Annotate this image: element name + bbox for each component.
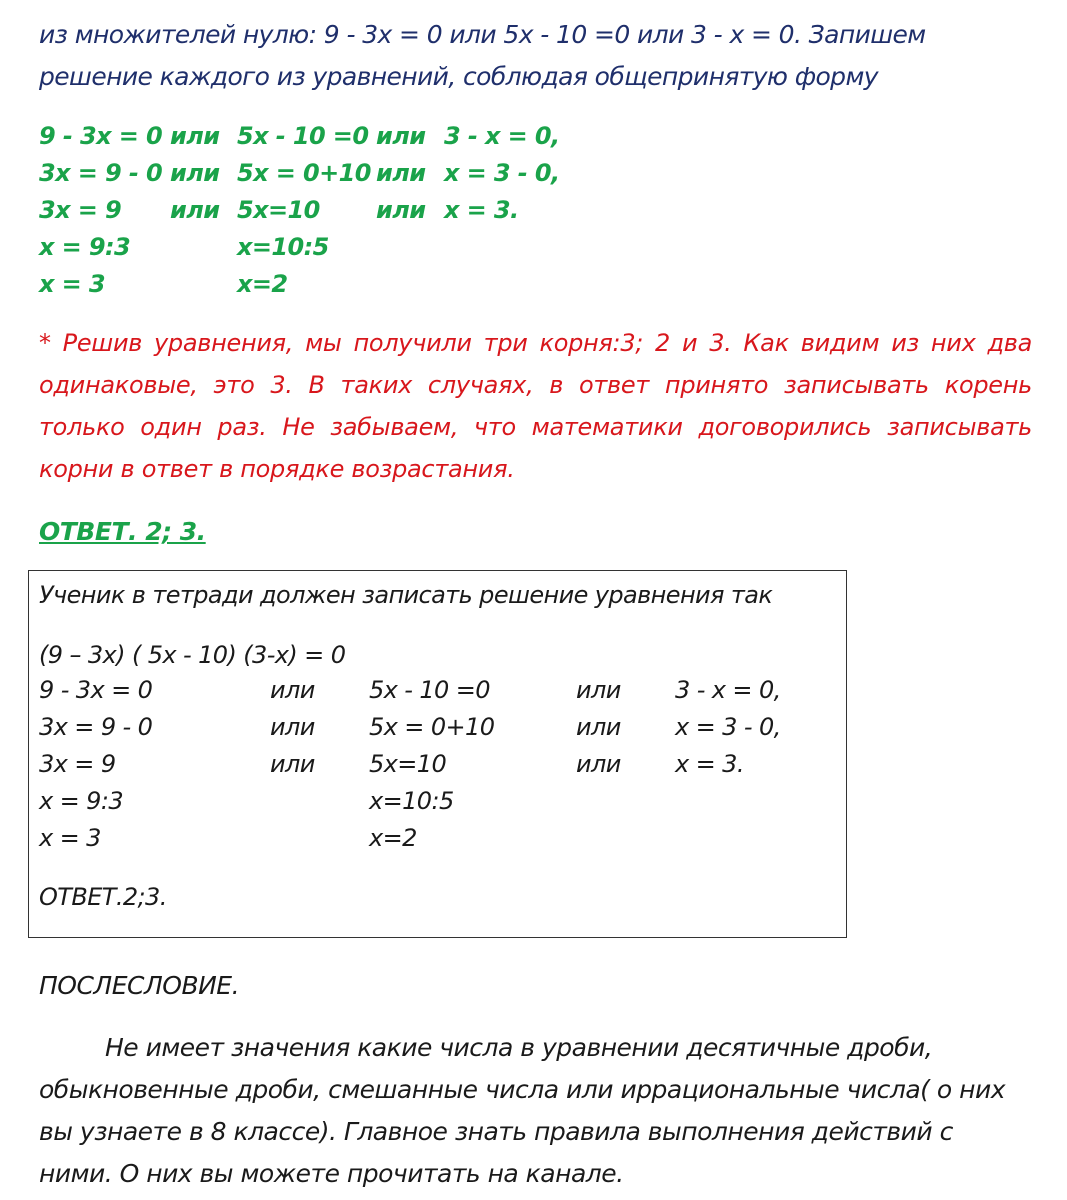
notebook-example-box (28, 570, 847, 938)
solution-cell: х = 3. (444, 196, 519, 224)
box-cell: 3 - х = 0, (675, 676, 781, 704)
box-cell: х=10:5 (369, 787, 454, 815)
box-answer: ОТВЕТ.2;3. (39, 883, 167, 911)
box-cell: 9 - 3х = 0 (39, 676, 153, 704)
box-cell: 5х - 10 =0 (369, 676, 490, 704)
solution-cell: 3х = 9 - 0 (39, 159, 163, 187)
intro-paragraph: из множителей нулю: 9 - 3х = 0 или 5х - 10 =0 или 3 - х = 0. Запишем решение каждого из уравнений, соблюдая общепринятую форму (39, 20, 926, 91)
box-title: Ученик в тетради должен записать решение уравнения так (39, 581, 773, 609)
box-cell: 5х = 0+10 (369, 713, 495, 741)
solution-cell: 3 - х = 0, (444, 122, 560, 150)
solution-cell: х=2 (237, 270, 288, 298)
box-cell: или (270, 713, 315, 741)
solution-cell: или (170, 122, 220, 150)
solution-cell: 3х = 9 (39, 196, 122, 224)
solution-cell: 5х = 0+10 (237, 159, 371, 187)
box-cell: или (576, 676, 621, 704)
solution-cell: х = 3 (39, 270, 106, 298)
box-cell: х = 3 (39, 824, 101, 852)
box-cell: или (576, 750, 621, 778)
solution-cell: или (376, 196, 426, 224)
box-cell: или (270, 750, 315, 778)
box-equation: (9 – 3х) ( 5х - 10) (3-х) = 0 (39, 641, 346, 669)
answer-line: ОТВЕТ. 2; 3. (39, 517, 206, 546)
solution-cell: х = 9:3 (39, 233, 131, 261)
box-cell: 3х = 9 - 0 (39, 713, 153, 741)
box-cell: или (270, 676, 315, 704)
solution-cell: или (170, 159, 220, 187)
box-cell: 3х = 9 (39, 750, 116, 778)
solution-cell: х = 3 - 0, (444, 159, 560, 187)
solution-cell: 5х - 10 =0 (237, 122, 369, 150)
solution-cell: 5х=10 (237, 196, 320, 224)
box-cell: х=2 (369, 824, 417, 852)
afterword-title: ПОСЛЕСЛОВИЕ. (39, 971, 240, 1000)
solution-cell: или (376, 122, 426, 150)
solution-cell: х=10:5 (237, 233, 329, 261)
solution-cell: или (170, 196, 220, 224)
red-note-paragraph: * Решив уравнения, мы получили три корня:3; 2 и 3. Как видим из них два одинаковые, это 3. В таких случаях, в ответ принято записывать корень только один раз. Не забываем, что математики договорились записывать корни в ответ в порядке возрастания. (39, 329, 1032, 483)
box-cell: х = 9:3 (39, 787, 123, 815)
solution-cell: 9 - 3х = 0 (39, 122, 163, 150)
box-cell: х = 3 - 0, (675, 713, 781, 741)
solution-cell: или (376, 159, 426, 187)
box-cell: 5х=10 (369, 750, 447, 778)
box-cell: х = 3. (675, 750, 744, 778)
afterword-paragraph: Не имеет значения какие числа в уравнении десятичные дроби, обыкновенные дроби, смешанные числа или иррациональные числа( о них вы узнаете в 8 классе). Главное знать правила выполнения действий с ними. О них вы можете прочитать на канале. (39, 1033, 1005, 1188)
box-cell: или (576, 713, 621, 741)
